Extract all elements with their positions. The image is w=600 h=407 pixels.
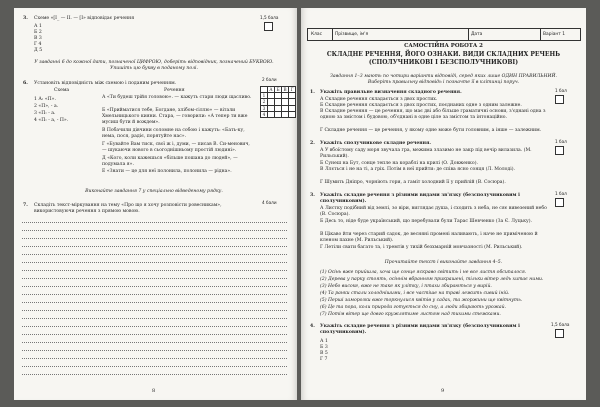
q6-sentence: Д «Кого, коли кажешься «більше пошана до людей», — подумала я».: [102, 156, 238, 168]
q3-option: Г 4: [34, 42, 42, 47]
grid-cell[interactable]: [268, 111, 275, 117]
page-number: 8: [152, 388, 156, 394]
section-subtitle: (СПОЛУЧНИКОВІ І БЕЗСПОЛУЧНИКОВІ): [368, 59, 519, 66]
answer-line[interactable]: [22, 246, 287, 247]
q1-text: Укажіть правильне визначення складного речення.: [320, 90, 462, 95]
q4-option: Б 3: [320, 345, 328, 350]
q2-option: Г Шумить Дніпро, чорніють гори, а гаміт холодний її у прийлій (В. Сосюра).: [320, 180, 506, 185]
q3-option: Д 5: [34, 48, 43, 53]
grid-row-label: 1: [261, 93, 268, 99]
instruction-text: У завданні 6 до кожної дати, позначеної ЦИФРОЮ, доберіть відповідник, позначений БУКВОЮ.: [34, 60, 274, 65]
q4-answer-box[interactable]: [555, 329, 564, 338]
grid-header: Б: [276, 87, 280, 93]
q3-text: Укажіть складне речення з різними видами зв'язку (безсполучниковим і сполучниковим).: [320, 193, 520, 205]
answer-line[interactable]: [22, 230, 287, 231]
q3-number: 3.: [310, 193, 315, 198]
passage-sentence: (3) Небо високе, вже не таке як улітку, і птахи збираються у вирій.: [320, 284, 492, 289]
q1-option: А Складне речення складається з двох простих.: [320, 97, 438, 102]
q3-option: Г Летіли свати багато та, і тремтів у тихій безхмарній мовчазності (М. Рильський).: [320, 245, 523, 250]
q2-text: Укажіть сполучникове складне речення.: [320, 141, 432, 146]
instruction-text: Упишіть цю букву в поданому полі.: [110, 66, 198, 71]
q4-points: 1,5 бала: [551, 322, 570, 327]
q2-option: В Ллється і не на ті, а гріх. Потім в неї прийти: де співа ясно сонця (Л. Молоді).: [320, 167, 515, 172]
q6-answer-grid[interactable]: [260, 86, 296, 118]
answer-line[interactable]: [22, 366, 287, 367]
grid-cell[interactable]: [282, 111, 289, 117]
q6-sentence: Б «Прийматися тебе, Богдане, хлібом-сіллю» — вітали Хмельницького кияни. Стара, — говорили: «А тепер ти вже мусиш бути й вождем».: [102, 108, 248, 126]
page-number: 9: [441, 388, 445, 394]
q2-option: Б Сунеш на Бут, сонце тепле на кораблі на крилі (О. Довженко).: [320, 161, 478, 166]
q3-text: Схеме «[I_ — II. — [I» відповідає речення: [34, 16, 135, 21]
q6-scheme: 1 А: «П».: [34, 97, 56, 102]
q1-number: 1.: [310, 90, 315, 95]
q6-scheme-header: Схема: [54, 88, 70, 93]
passage-sentence: (5) Перші заморозки вже торкнулися квітів у садах, та жоржини ще квітнуть.: [320, 298, 523, 303]
grid-row-label: 3: [261, 105, 268, 111]
passage-sentence: (4) Та ранки стали холоднішими, і все частіше на траві лежить сивий іній.: [320, 291, 510, 296]
passage-sentence: (1) Осінь вже прийшла, хоча ще сонце яскраво світить і не все листя обсипалося.: [320, 270, 527, 275]
q4-option: Г 7: [320, 357, 328, 362]
q6-sentence: А «Ти будеш трійя головою». — кажуть стари люди щасливо.: [102, 95, 252, 100]
grid-header: В: [283, 87, 287, 93]
answer-line[interactable]: [22, 358, 287, 359]
q3-option: Б Десь то, ніде буде український, що перебували були Тарас Шевченко (За Є. Луцьку).: [320, 219, 532, 224]
q6-sentence: Е «Знати — це для неї полонила, полонила — рідна».: [102, 169, 232, 174]
student-info-header: [307, 28, 581, 41]
q4-text: Укажіть складне речення з різними видами зв'язку (безсполучниковим і сполучниковим).: [320, 324, 520, 336]
answer-line[interactable]: [22, 238, 287, 239]
q6-scheme: 2 «П», - а.: [34, 104, 59, 109]
q3-points: 1,5 бала: [260, 15, 279, 20]
q6-text: Установіть відповідність між схемою і поданим реченням.: [34, 81, 177, 86]
answer-line[interactable]: [22, 326, 287, 327]
instruction-text: Завдання 1–3 мають по чотири варіанти відповіді, серед яких лише ОДИН ПРАВИЛЬНИЙ.: [330, 74, 557, 79]
answer-line[interactable]: [22, 350, 287, 351]
grid-header: Г: [289, 87, 296, 93]
grid-row-label: 4: [261, 111, 268, 117]
q7-points: 4 бали: [262, 200, 277, 205]
answer-line[interactable]: [22, 254, 287, 255]
q6-sentence: Г «Бувайте Вам тиск, свої ж і, думи, — писав В. Си-менович, — шукаючи нового в сьогоднішньому простій людині».: [102, 142, 250, 154]
name-label: Прізвище, ім'я: [335, 32, 369, 37]
page-title: САМОСТІЙНА РОБОТА 2: [404, 43, 483, 49]
answer-line[interactable]: [22, 342, 287, 343]
grid-cell[interactable]: [275, 111, 282, 117]
q6-scheme: 3 «П: - а.: [34, 111, 56, 116]
q3-points: 1 бал: [555, 191, 567, 196]
answer-line[interactable]: [22, 374, 287, 375]
q6-scheme: 4 «П: - а, - П».: [34, 118, 69, 123]
q3-number: 3.: [23, 16, 28, 21]
answer-line[interactable]: [22, 262, 287, 263]
right-page: [301, 8, 586, 400]
q2-option: А У вбоїстому саду моря звучала гра, межима злазимо не закр під вечір вилазила. (М. Рильський).: [320, 148, 532, 160]
answer-line[interactable]: [22, 334, 287, 335]
answer-line[interactable]: [22, 294, 287, 295]
answer-line[interactable]: [22, 286, 287, 287]
q3-answer-box[interactable]: [264, 22, 273, 31]
q6-number: 6.: [23, 81, 28, 86]
q3-answer-box[interactable]: [555, 198, 564, 207]
q1-option: В Складне речення — це речення, що має дві або більше граматичні основи, з'єднані одна з одною за змістом і будовою, об'єднані в одне ціле за змістом та інтонаційно.: [320, 109, 546, 121]
answer-line[interactable]: [22, 310, 287, 311]
q4-option: А 1: [320, 339, 328, 344]
q2-answer-box[interactable]: [555, 146, 564, 155]
q4-number: 4.: [310, 324, 315, 329]
left-page: [14, 8, 297, 400]
q3-option: А 1: [34, 24, 42, 29]
q1-points: 1 бал: [555, 88, 567, 93]
q1-answer-box[interactable]: [555, 95, 564, 104]
passage-sentence: (7) Потім вітер ще довго кружлятиме листям над тихими стежками.: [320, 312, 501, 317]
grid-header: А: [269, 87, 273, 93]
q3-option: А Листку подібний від землі, зо віри, виглядає душа, і сходить з неба, не сяє вивезений небо (В. Сосюра).: [320, 206, 547, 218]
instruction-text: Виконайте завдання 7 у спеціально відведеному рядку.: [85, 189, 223, 194]
q7-text: Складіть текст-міркування на тему «Про що я хочу розповісти ровесникам», використовуючи речення з прямою мовою.: [34, 203, 222, 215]
q2-number: 2.: [310, 141, 315, 146]
q2-points: 1 бал: [555, 139, 567, 144]
answer-line[interactable]: [22, 278, 287, 279]
q7-number: 7.: [23, 203, 28, 208]
q6-points: 2 бали: [262, 77, 277, 82]
q6-sentence: В Побачили дівчини соломне на собою і кажуть: «Бать-ку, нема, пося, радіє, порятуйте нас».: [102, 128, 245, 140]
variant-label: Варіант 1: [543, 32, 566, 37]
section-title: СКЛАДНЕ РЕЧЕННЯ, ЙОГО ОЗНАКИ. ВИДИ СКЛАДНИХ РЕЧЕНЬ: [326, 51, 561, 58]
passage-sentence: (2) Дерева у парку стоять, осіннім вбранням прикрашені, тільки вітер ледь хитає ними.: [320, 277, 544, 282]
instruction-text: Виберіть правильну відповідь і позначте її в клітинці поруч.: [367, 80, 520, 85]
instruction-text: Прочитайте текст і виконайте завдання 4–5.: [384, 260, 503, 265]
answer-line[interactable]: [22, 302, 287, 303]
date-label: Дата: [471, 32, 483, 37]
answer-line[interactable]: [22, 222, 287, 223]
class-label: Клас: [311, 32, 323, 37]
passage-sentence: (6) Це та пора, коли природа готується до сну, а люди збирають урожай.: [320, 305, 507, 310]
q4-option: В 5: [320, 351, 328, 356]
answer-line[interactable]: [22, 270, 287, 271]
q6-sentence-header: Речення: [164, 88, 185, 93]
q1-option: Г Складне речення — це речення, у якому одне може бути головним, а інше — залежним.: [320, 128, 542, 133]
grid-row-label: 2: [261, 99, 268, 105]
grid-cell[interactable]: [289, 111, 296, 117]
q3-option: Б 2: [34, 30, 42, 35]
q3-option: В 3: [34, 36, 42, 41]
q1-option: Б Складне речення складається з двох простих, поєднаних одне з одним залежне.: [320, 103, 522, 108]
q3-option: В Цікаво йти через старий садок, де весняні промені наливають, і наче не приміченою й кленом пахне (М. Рильський).: [320, 232, 538, 244]
answer-line[interactable]: [22, 318, 287, 319]
